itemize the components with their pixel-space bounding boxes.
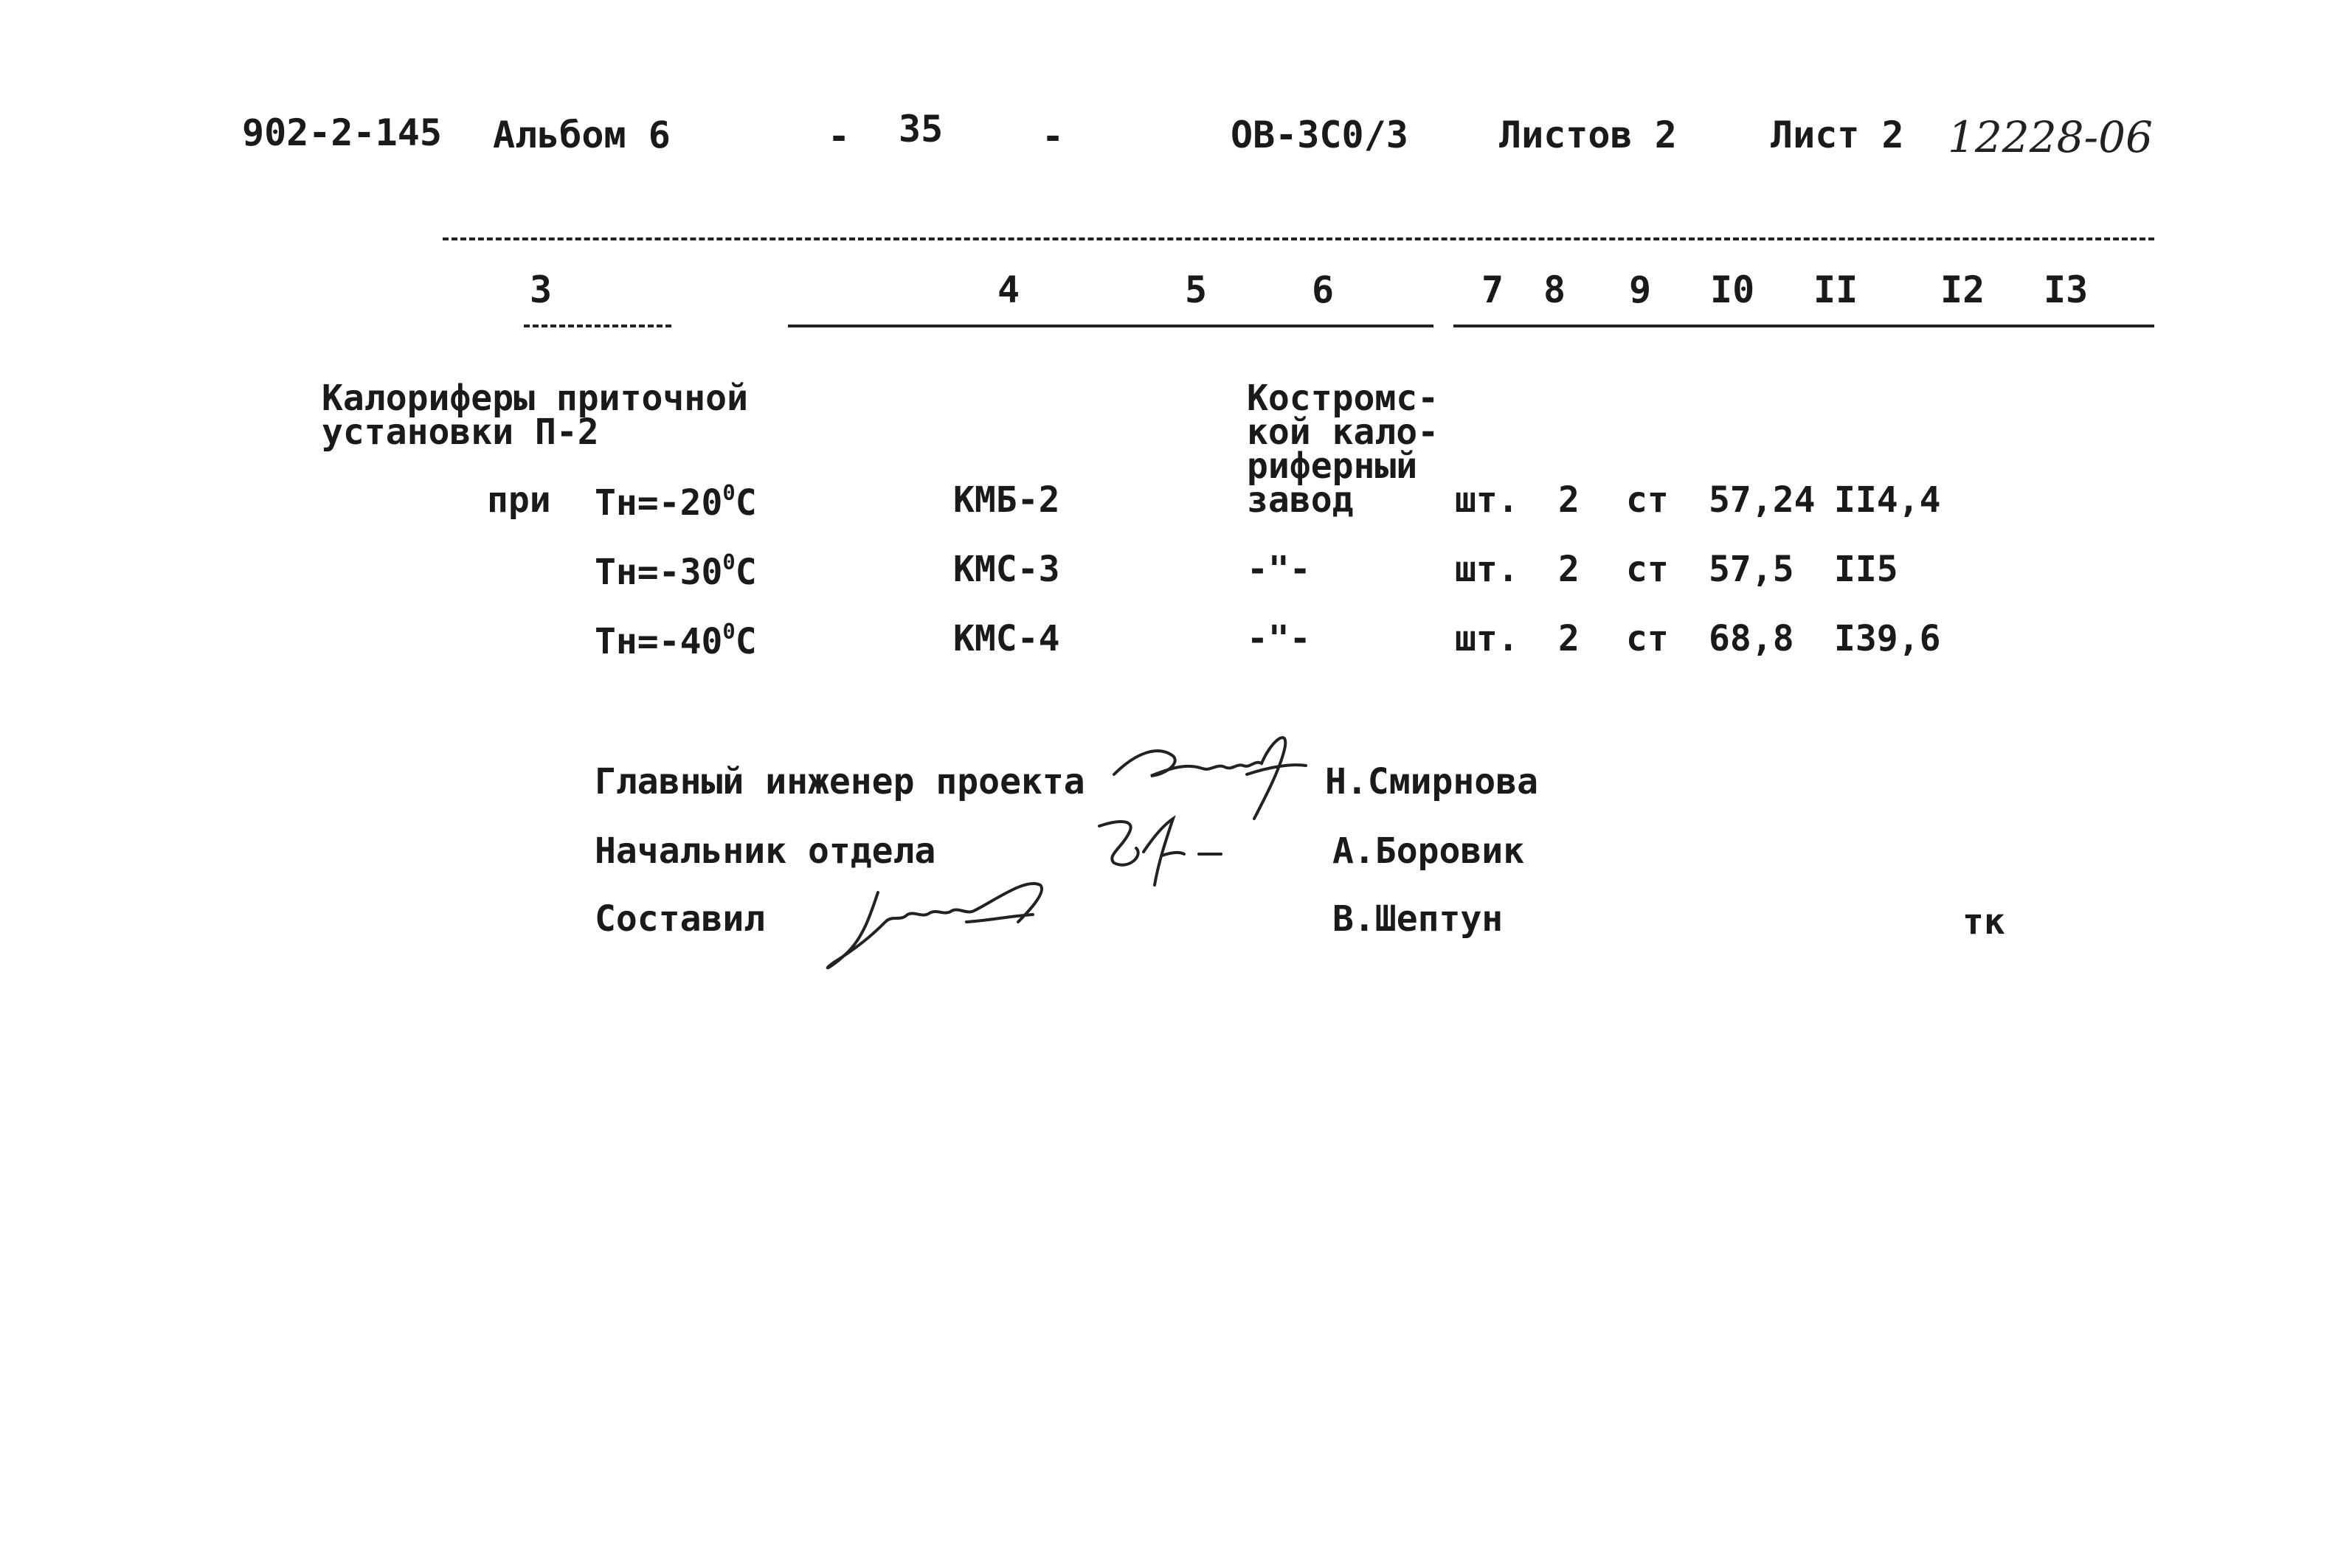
row-3-model: КМС-4 [953,618,1060,659]
signature-scribble-compiler [819,870,1070,981]
signature-role-department-head: Начальник отдела [595,830,936,872]
row-2-plant: -"- [1247,549,1311,590]
section-title-line1: Калориферы приточной [322,378,748,419]
row-2-mass-total: II5 [1834,549,1898,590]
col-header-3: 3 [530,268,553,311]
row-prefix: при [487,479,551,521]
col-header-13: I3 [2044,268,2089,311]
col-header-7: 7 [1481,268,1504,311]
col-header-6: 6 [1312,268,1335,311]
row-2-material: ст [1626,549,1669,590]
dash-left: - [828,115,851,158]
row-3-plant: -"- [1247,618,1311,659]
row-1-model: КМБ-2 [953,479,1060,521]
row-1-mass-total: II4,4 [1834,479,1941,521]
row-1-condition: $Тн=-20^0С$ [595,480,757,524]
row-1-material: ст [1626,479,1669,521]
col3-underline [524,325,671,327]
row-2-condition: $Тн=-30^0С$ [595,549,757,594]
row-3-unit: шт. [1455,618,1519,659]
row-2-unit: шт. [1455,549,1519,590]
signature-scribble-department-head [1092,811,1239,892]
manufacturer-line4: завод [1247,479,1354,521]
col-header-12: I2 [1940,268,1985,311]
manufacturer-line3: риферный [1247,445,1418,487]
row-2-mass-unit: 57,5 [1709,549,1794,590]
signature-name-department-head: А.Боровик [1332,830,1525,872]
row-3-mass-unit: 68,8 [1709,618,1794,659]
section-title-line2: установки П-2 [322,412,599,453]
row-2-qty: 2 [1558,549,1580,590]
row-3-condition: $Тн=-40^0С$ [595,619,757,663]
row-3-mass-total: I39,6 [1834,618,1941,659]
page-number: 35 [899,108,944,150]
row-2-model: КМС-3 [953,549,1060,590]
col-header-11: II [1813,268,1858,311]
row-3-qty: 2 [1558,618,1580,659]
signature-role-chief-engineer: Главный инженер проекта [595,761,1085,802]
col-header-9: 9 [1629,268,1652,311]
top-rule [443,237,2154,240]
col-header-10: I0 [1710,268,1755,311]
handwritten-number: 12228-06 [1948,112,2153,162]
row-1-mass-unit: 57,24 [1709,479,1816,521]
document-series: 902-2-145 [242,111,442,154]
col-header-8: 8 [1543,268,1566,311]
sheets-total: Листов 2 [1499,114,1677,156]
col-header-5: 5 [1185,268,1208,311]
col4-6-underline [788,325,1433,327]
corner-mark: тк [1962,901,2005,943]
signature-name-compiler: В.Шептун [1332,898,1504,940]
col-header-4: 4 [997,268,1020,311]
row-1-qty: 2 [1558,479,1580,521]
row-3-material: ст [1626,618,1669,659]
drawing-code: ОВ-3С0/3 [1231,114,1408,156]
album-number: Альбом 6 [493,114,671,156]
col7-13-underline [1453,325,2154,327]
signature-role-compiler: Составил [595,898,766,940]
signature-scribble-chief-engineer [1107,723,1328,826]
manufacturer-line2: кой кало- [1247,412,1439,453]
manufacturer-line1: Костромс- [1247,378,1439,419]
row-1-unit: шт. [1455,479,1519,521]
signature-name-chief-engineer: Н.Смирнова [1325,761,1538,802]
sheet-number: Лист 2 [1771,114,1904,156]
dash-right: - [1042,115,1065,158]
